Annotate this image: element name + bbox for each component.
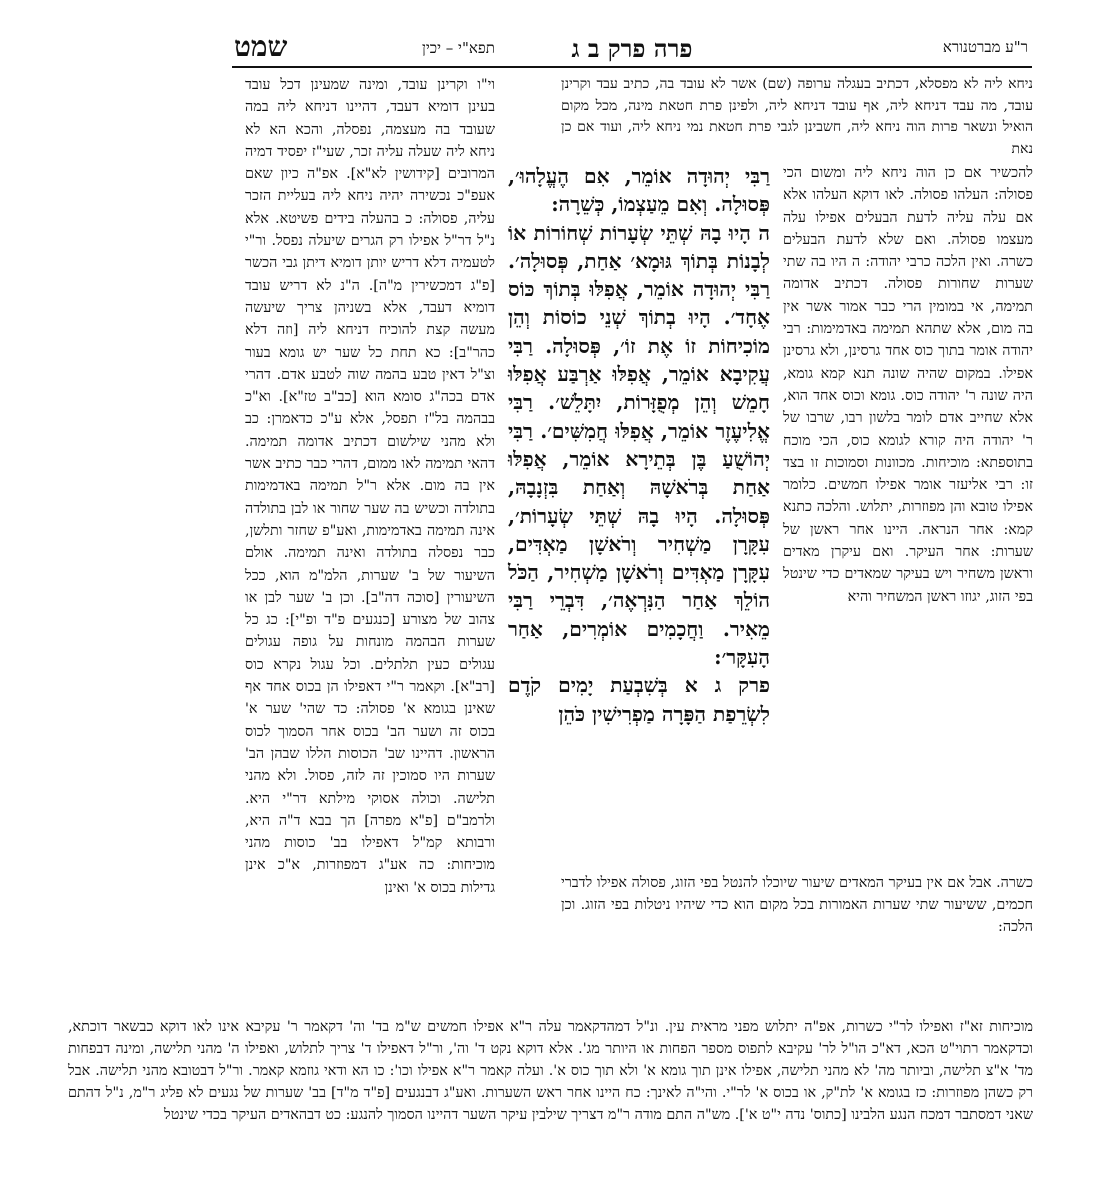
tiferes-yisrael-bottom-text: מוכיחות זא"ז ואפילו לר"י כשרות, אפ"ה יתלוש מפני מראית עין. ונ"ל דמהדקאמר עלה ר"א אפילו חמשים ש"מ בד' וה' דקאמר ר' עקיבא אינו לאו דוקא כבשאר דוכתא, וכדקאמר רתוי"ט הכא, דא"כ הו"ל לר' עקיבא לתפוס מספר הפחות או היותר מג'. אלא דוקא נקט ד' וה', ור"ל דאפילו ד' צריך לתלוש, ואפילו ה' מהני תלישה, ומינה דבפחות מד' א"צ תלישה, וביותר מה' לא מהני תלישה, אפילו אינן תוך גומא א' ולא תוך כוס א'. ועלה קאמר ר"א אפילו וכו': כו הא ודאי גוזמא קאמר. ור"ל דבטובא מהני תלישה. אבל רק כשהן מפוזרות: כז בגומא א' לת"ק, או בכוס א' לר"י. והי"ה לאינך: כח היינו אחר ראש השערות. ואע"ג דבנגעים [פ"ד מ"ד] בב' שערות של נגעים לא פליג ר"מ, נ"ל דהתם שאני דמסתבר דמכח הנגע הלבינו [כתוס' נדה י"ט א']. מש"ה התם מודה ר"מ דצריך שילבין עיקר השער דהיינו הסמוך להנגע: כט דבהאדים העיקר בכדי שינטל [68,1019,1033,1123]
bartenura-top [561,74,1033,160]
chapter-title: פרה פרק ב ג [571,34,693,63]
tiferes-yisrael-column [245,74,495,899]
bartenura-continued-text: כשרה. אבל אם אין בעיקר המאדים שיעור שיוכלו להנטל בפי הזוג, פסולה אפילו לדברי חכמים, ששיעור שתי שערות האמורות בכל מקום הוא כדי שיהיו ניטלות בפי הזוג. וכן הלכה: [561,875,1033,935]
tiferes-yisrael-text: וי"ו וקרינן עובד, ומינה שמעינן דכל עובד בעינן דומיא דעבד, דהיינו דניחא ליה במה שעובד בה מעצמה, נפסלה, והכא הא לא ניחא ליה שעלה עליה זכר, שעי"ז יפסיד דמיה המרובים [קידושין לא"א]. אפ"ה כיון שאם אעפ"כ נכשירה יהיה ניחא ליה בעליית הזכר עליה, פסולה: כ בהעלה בידים פשיטא. אלא נ"ל דר"ל אפילו רק הגרים שיעלה נפסל. ור"י לטעמיה דלא דריש יותן דומיא דיתן גבי הכשר [פ"ג דמכשירין מ"ה]. ה"נ לא דריש עובד דומיא דעבד, אלא בשניהן צריך שיעשה מעשה קצת להוכיח דניחא ליה [וזה דלא כהר"ב]: כא תחת כל שער יש גומא בעור וצ"ל דאין טבע בהמה שוה לטבע אדם. דהרי אדם בכה"ג סומא הוא [כב"ב טז"א]. וא"כ בבהמה בל"ז תפסל, אלא ע"כ כדאמרן: כב ולא מהני שילשום דכתיב אדומה תמימה. דהאי תמימה לאו ממום, דהרי כבר כתיב אשר אין בה מום. אלא ר"ל תמימה באדמימות בתולדה וכשיש בה שער שחור או לבן בתולדה אינה תמימה באדמימות, ואע"פ שחזר ותלשן, כבר נפסלה בתולדה ואינה תמימה. אולם השיעור של ב' שערות, הלמ"מ הוא, ככל השיעורין [סוכה דה"ב]. וכן ב' שער לבן או צהוב של מצורע [כנגעים פ"ד ופ"י]: כג כל שערות הבהמה מונחות על גופה עגולים עגולים כעין תלתלים. וכל עגול נקרא כוס [רב"א]. וקאמר ר"י דאפילו הן בכוס אחד אף שאינן בגומא א' פסולה: כד שהי' שער א' בכוס זה ושער הב' בכוס אחר הסמוך לכוס הראשון. דהיינו שב' הכוסות הללו שבהן הב' שערות היו סמוכין זה לזה, פסול. ולא מהני תלישה. וכולה אסוקי מילתא דר"י היא. ולרמב"ם [פ"א מפרה] הך בבא ד"ה היא, ורבותא קמ"ל דאפילו בב' כוסות מהני מוכיחות: כה אע"ג דמפוזרות, א"כ אינן גדילות בכוס א' ואינן [245,77,495,896]
running-header [232,30,1032,68]
mishnah-paragraph: רַבִּי יְהוּדָה אוֹמֵר, אִם הֶעֱלָהוּ׳, פְּסוּלָה. וְאִם מֵעַצְמוֹ, כְּשֵׁרָה: [508,164,770,217]
mishnah-paragraph: פרק ג א בְּשִׁבְעַת יָמִים קֹדֶם לִשְׂרֵפַת הַפָּרָה מַפְרִישִׁין כֹּהֵן [508,673,770,726]
bartenura-top-text: ניחא ליה לא מפסלא, דכתיב בעגלה ערופה (שם) אשר לא עובד בה, כתיב עבד וקרינן עובד, מה עבד דניחא ליה, אף עובד דניחא ליה, ולפינן פרת חטאת מינה, מכל מקום הואיל ונשאר פרות הוה ניחא ליה, חשבינן לגבי פרת חטאת נמי ניחא ליה, ועוד אם כן נאת [561,76,1033,157]
bartenura-continued [561,872,1033,938]
tiferes-yisrael-bottom [68,1016,1033,1126]
commentary-range: תפא"י – יכין [422,39,495,57]
bartenura-text: להכשיר אם כן הוה ניחא ליה ומשום הכי פסולה: העלהו פסולה. לאו דוקא העלהו אלא אם עלה עליה לדעת הבעלים אפילו עלה מעצמו פסולה. ואם שלא לדעת הבעלים כשרה. ואין הלכה כרבי יהודה: ה היו בה שתי שערות שחורות פסולה. דכתיב אדומה תמימה, אי במומין הרי כבר אמור אשר אין בה מום, אלא שתהא תמימה באדמימות: רבי יהודה אומר בתוך כוס אחד גרסינן, ולא גרסינן אפילו. במקום שהיה שונה תנא קמא גומא, היה שונה ר' יהודה כוס. גומא וכוס אחד הוא, אלא שחייב אדם לומר בלשון רבו, שרבו של ר' יהודה היה קורא לגומא כוס, הכי מוכח בתוספתא: מוכיחות. מכוונות וסמוכות זו בצד זו: רבי אליעזר אומר אפילו חמשים. כלומר אפילו טובא והן מפוזרות, יתלוש. והלכה כתנא קמא: אחר הנראה. היינו אחר ראשן של שערות: אחר העיקר. ואם עיקרן מאדים וראשן משחיר ויש בעיקר שמאדים כדי שינטל בפי הזוג, יגוזו ראשן המשחיר והיא [783,165,1033,605]
mishnah-column [508,162,770,728]
mishnah-paragraph: ה הָיוּ בָהּ שְׁתֵּי שְׂעָרוֹת שְׁחוֹרוֹת אוֹ לְבָנוֹת בְּתוֹךְ גּוּמָא׳ אַחַת, פְּסוּלָה׳. רַבִּי יְהוּדָה אוֹמֵר, אֲפִלּוּ בְּתוֹךְ כּוֹס אֶחָד׳. הָיוּ בְתוֹךְ שְׁנֵי כוֹסוֹת וְהֵן מוֹכִיחוֹת זוֹ אֶת זוֹ׳, פְּסוּלָה. רַבִּי עֲקִיבָא אוֹמֵר, אֲפִלּוּ אַרְבַּע אֲפִלּוּ חָמֵשׁ וְהֵן מְפֻזָּרוֹת, יִתָּלֵשׁ׳. רַבִּי אֱלִיעֶזֶר אוֹמֵר, אֲפִלּוּ חֲמִשִּׁים׳. רַבִּי יְהוֹשֻׁעַ בֶּן בְּתֵירָא אוֹמֵר, אֲפִלּוּ אַחַת בְּרֹאשָׁהּ וְאַחַת בִּזְנָבָהּ, פְּסוּלָה. הָיוּ בָהּ שְׁתֵּי שְׂעָרוֹת׳, עִקָּרָן מַשְׁחִיר וְרֹאשָׁן מַאְדִּים, עִקָּרָן מַאְדִּים וְרֹאשָׁן מַשְׁחִיר, הַכֹּל הוֹלֵךְ אַחַר הַנִּרְאֶה׳, דִּבְרֵי רַבִּי מֵאִיר. וַחֲכָמִים אוֹמְרִים, אַחַר הָעִקָּר׳: [508,220,770,670]
bartenura-column [783,162,1033,608]
commentary-label: ר"ע מברטנורא [942,38,1028,56]
page-number: שמט [234,30,288,63]
